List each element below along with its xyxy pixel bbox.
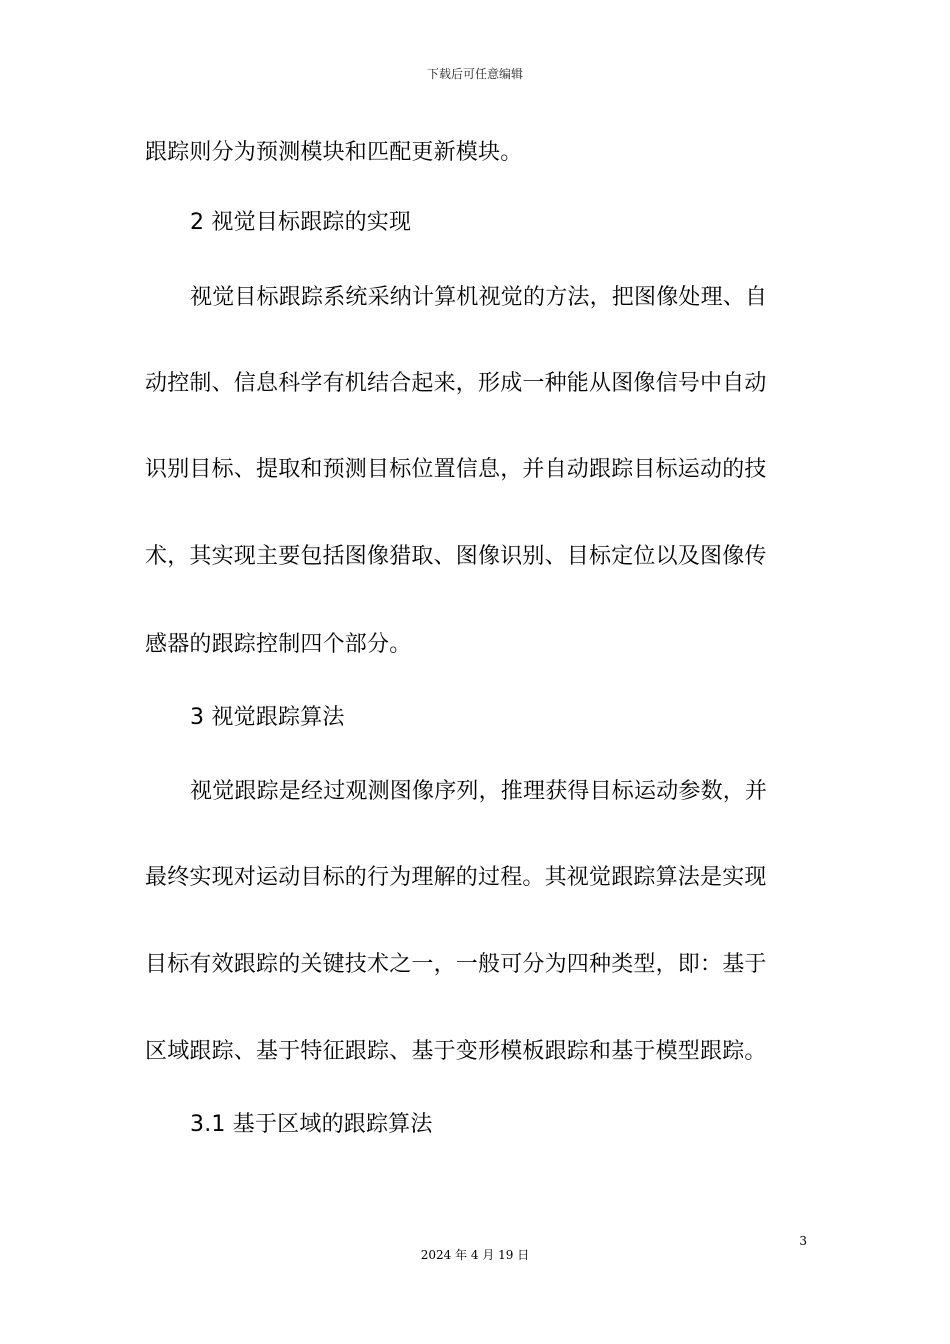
footer-date: 2024 年 4 月 19 日	[420, 1248, 530, 1262]
paragraph-line-8: 目标有效跟踪的关键技术之一，一般可分为四种类型，即：基于	[145, 952, 767, 977]
paragraph-line-9: 区域跟踪、基于特征跟踪、基于变形模板跟踪和基于模型跟踪。	[145, 1039, 767, 1064]
body-line-1: 跟踪则分为预测模块和匹配更新模块。	[145, 140, 523, 165]
paragraph-line-7: 最终实现对运动目标的行为理解的过程。其视觉跟踪算法是实现	[145, 865, 767, 890]
paragraph-line-6: 视觉跟踪是经过观测图像序列，推理获得目标运动参数，并	[190, 779, 768, 804]
page-header: 下载后可任意编辑	[426, 67, 523, 81]
paragraph-line-2: 动控制、信息科学有机结合起来，形成一种能从图像信号中自动	[145, 371, 767, 396]
section-heading-2: 2 视觉目标跟踪的实现	[190, 210, 412, 235]
section-heading-3: 3 视觉跟踪算法	[190, 705, 345, 730]
paragraph-line-4: 术，其实现主要包括图像猎取、图像识别、目标定位以及图像传	[145, 544, 767, 569]
page-number: 3	[799, 1234, 807, 1248]
paragraph-line-1: 视觉目标跟踪系统采纳计算机视觉的方法，把图像处理、自	[190, 285, 768, 310]
section-heading-3-1: 3.1 基于区域的跟踪算法	[190, 1112, 433, 1137]
paragraph-line-5: 感器的跟踪控制四个部分。	[145, 632, 412, 657]
paragraph-line-3: 识别目标、提取和预测目标位置信息，并自动跟踪目标运动的技	[145, 457, 767, 482]
